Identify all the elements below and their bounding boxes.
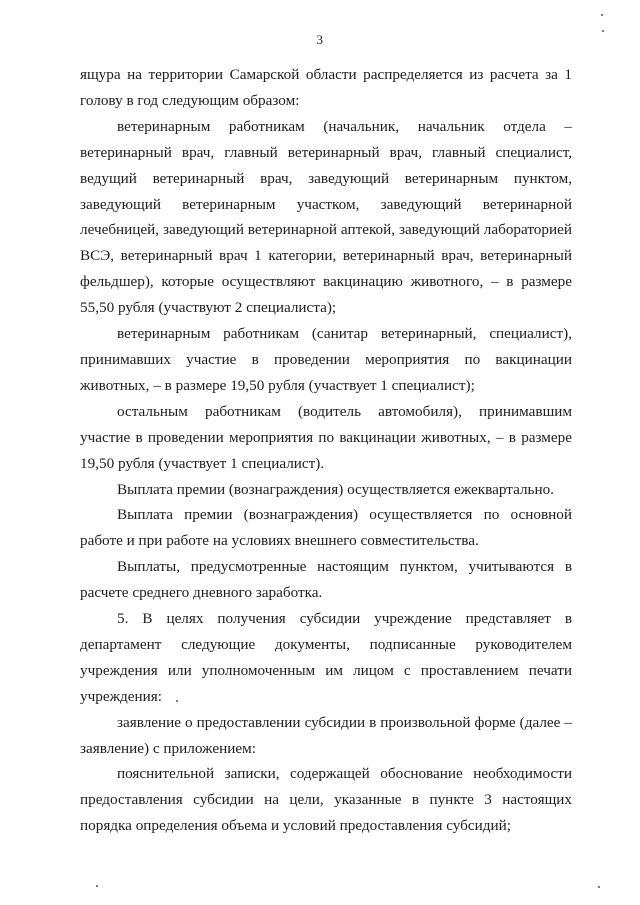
scan-speck — [598, 886, 600, 888]
paragraph-5: Выплата премии (вознаграждения) осуществляется ежеквартально. — [117, 480, 554, 498]
document-body — [80, 62, 572, 839]
scan-speck — [601, 14, 603, 16]
scan-speck — [176, 700, 178, 702]
paragraph-6: Выплата премии (вознаграждения) осуществляется по основной работе и при работе на условиях внешнего совместительства. — [80, 506, 572, 550]
page-number: 3 — [316, 32, 324, 47]
paragraph-1: ящура на территории Самарской области распределяется из расчета за 1 голову в год следующим образом: — [80, 66, 572, 109]
paragraph-9: заявление о предоставлении субсидии в произвольной форме (далее – заявление) с приложением: — [80, 713, 572, 757]
paragraph-4: остальным работникам (водитель автомобиля), принимавшим участие в проведении мероприятия по вакцинации животных, – в размере 19,50 рубля (участвует 1 специалист). — [80, 402, 572, 472]
paragraph-3: ветеринарным работникам (санитар ветеринарный, специалист), принимавших участие в проведении мероприятия по вакцинации животных, – в размере 19,50 рубля (участвует 1 специалист); — [80, 325, 572, 394]
paragraph-8: 5. В целях получения субсидии учреждение представляет в департамент следующие документы, подписанные руководителем учреждения или уполномоченным им лицом с проставлением печати учреждения: — [80, 610, 572, 705]
paragraph-10: пояснительной записки, содержащей обоснование необходимости предоставления субсидии на цели, указанные в пункте 3 настоящих порядка определения объема и условий предоставления субсидий; — [80, 765, 572, 835]
scan-speck — [96, 885, 98, 887]
paragraph-7: Выплаты, предусмотренные настоящим пунктом, учитываются в расчете среднего дневного заработка. — [80, 558, 572, 602]
scan-speck — [602, 30, 604, 32]
paragraph-2: ветеринарным работникам (начальник, начальник отдела – ветеринарный врач, главный ветеринарный врач, главный специалист, ведущий ветеринарный врач, заведующий ветеринарным пунктом, заведующий ветеринарным участком, заведующий ветеринарной лечебницей, заведующий ветеринарной аптекой, заведующий лабораторией ВСЭ, ветеринарный врач 1 категории, ветеринарный врач, ветеринарный фельдшер), которые осуществляют вакцинацию животного, – в размере 55,50 рубля (участвуют 2 специалиста); — [80, 117, 572, 317]
